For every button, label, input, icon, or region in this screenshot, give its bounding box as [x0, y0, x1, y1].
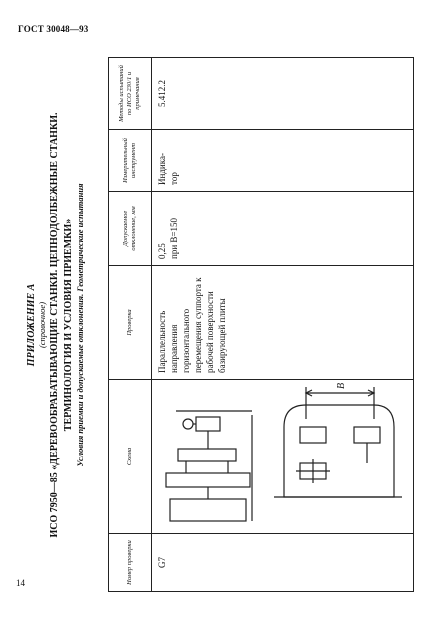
- header-deviation: Допускаемое отклонение, мм: [109, 192, 152, 266]
- header-scheme: Схема: [109, 380, 152, 534]
- header-method: Методы испытаний по ИСО 230/1 и примечания: [109, 58, 152, 130]
- deviation-cell: [152, 192, 414, 266]
- table-header-row: [109, 58, 152, 592]
- header-num: Номер проверки: [109, 534, 152, 592]
- page-header: ГОСТ 30048—93: [18, 24, 89, 34]
- scheme-dimension-label: B: [336, 382, 347, 389]
- side-view-drawing: [166, 411, 252, 521]
- tool-line2: тор: [169, 172, 179, 185]
- tool-cell: [152, 130, 414, 192]
- deviation-condition: при B=150: [169, 218, 179, 259]
- annex-title-block: [26, 58, 85, 592]
- annex-status: (справочное): [37, 301, 47, 349]
- scheme-drawing: [156, 373, 406, 527]
- check-description: Параллельность направления горизонтального перемещения суппорта к рабочей поверхности базирующей плиты: [152, 266, 414, 380]
- header-check: Проверка: [109, 266, 152, 380]
- standard-title-line1: ИСО 7950—85 «ДЕРЕВООБРАБАТЫВАЮЩИЕ СТАНКИ. ЦЕПНОДОЛБЕЖНЫЕ СТАНКИ.: [49, 112, 60, 538]
- method-reference: 5.412.2: [152, 58, 414, 130]
- header-tool: Измерительный инструмент: [109, 130, 152, 192]
- annex-subtitle: Условия приемки и допускаемые отклонения. Геометрические испытания: [75, 183, 85, 467]
- annex-label: ПРИЛОЖЕНИЕ А: [26, 283, 37, 367]
- check-number: G7: [152, 534, 414, 592]
- scheme-cell: [152, 380, 414, 534]
- front-view-drawing: [274, 387, 402, 497]
- acceptance-table: [108, 57, 414, 592]
- page-number: 14: [16, 578, 25, 588]
- tool-line1: Индика-: [157, 153, 167, 185]
- rotated-page-content: [26, 58, 398, 592]
- deviation-value: 0,25: [157, 243, 167, 259]
- standard-title-line2: ТЕРМИНОЛОГИЯ И УСЛОВИЯ ПРИЕМКИ»: [62, 218, 74, 432]
- table-row: [152, 58, 414, 592]
